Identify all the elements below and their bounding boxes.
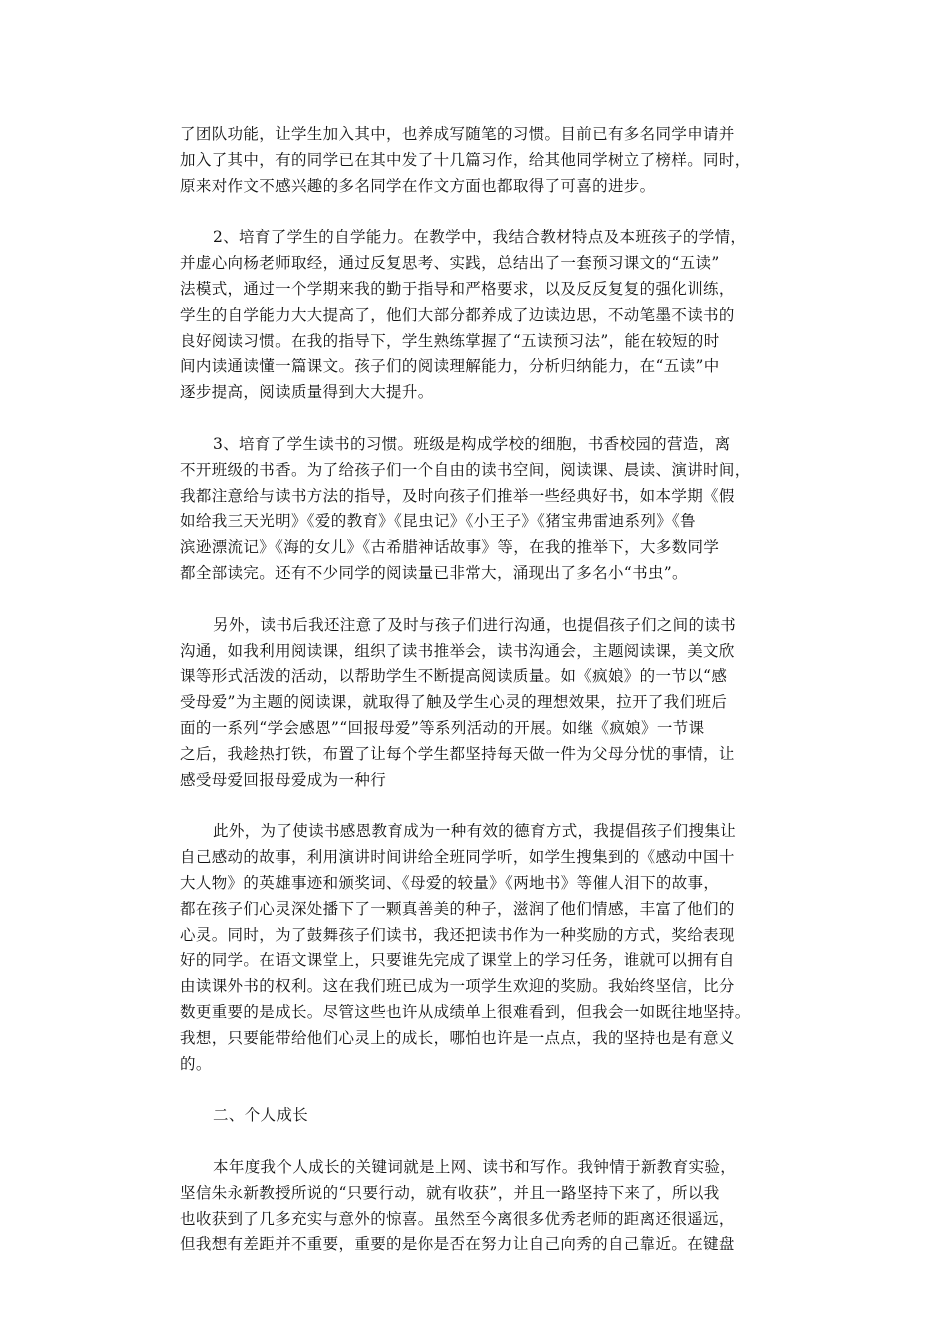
text-line: 良好阅读习惯。在我的指导下，学生熟练掌握了“五读预习法”，能在较短的时 [180,331,720,350]
text-line: 我都注意给与读书方法的指导，及时向孩子们推举一些经典好书，如本学期《假 [180,486,735,505]
text-line: 加入了其中，有的同学已在其中发了十几篇习作，给其他同学树立了榜样。同时， [180,150,751,169]
text-line: 逐步提高，阅读质量得到大大提升。 [180,383,434,402]
text-line: 心灵。同时，为了鼓舞孩子们读书，我还把读书作为一种奖励的方式，奖给表现 [180,925,735,944]
text-line: 自己感动的故事，利用演讲时间讲给全班同学听，如学生搜集到的《感动中国十 [180,848,735,867]
text-line: 由读课外书的权利。这在我们班已成为一项学生欢迎的奖励。我始终坚信，比分 [180,977,735,996]
text-line: 了团队功能，让学生加入其中，也养成写随笔的习惯。目前已有多名同学申请并 [180,125,735,143]
text-line: 数更重要的是成长。尽管这些也许从成绩单上很难看到，但我会一如既往地坚持。 [180,1002,751,1021]
text-line: 受母爱”为主题的阅读课，就取得了触及学生心灵的理想效果，拉开了我们班后 [180,693,728,712]
text-line: 沟通，如我利用阅读课，组织了读书推举会，读书沟通会，主题阅读课，美文欣 [180,641,735,660]
paragraph-personal-growth [180,1155,780,1258]
text-line: 面的一系列“学会感恩”“回报母爱”等系列活动的开展。如继《疯娘》一节课 [180,718,705,737]
text-line: 坚信朱永新教授所说的“只要行动，就有收获”，并且一路坚持下来了，所以我 [180,1183,720,1202]
text-line: 另外，读书后我还注意了及时与孩子们进行沟通，也提倡孩子们之间的读书 [213,615,737,634]
text-line: 大人物》的英雄事迹和颁奖词、《母爱的较量》《两地书》等催人泪下的故事， [180,873,720,892]
text-line: 都在孩子们心灵深处播下了一颗真善美的种子，滋润了他们情感，丰富了他们的 [180,899,735,918]
paragraph-self-study [180,225,780,406]
text-line: 的。 [180,1054,212,1073]
text-line: 原来对作文不感兴趣的多名同学在作文方面也都取得了可喜的进步。 [180,176,656,195]
text-line: 我想，只要能带给他们心灵上的成长，哪怕也许是一点点，我的坚持也是有意义 [180,1028,735,1047]
text-line: 都全部读完。还有不少同学的阅读量已非常大，涌现出了多名小“书虫”。 [180,563,688,582]
text-line: 学生的自学能力大大提高了，他们大部分都养成了边读边思，不动笔墨不读书的 [180,305,735,324]
text-line: 课等形式活泼的活动，以帮助学生不断提高阅读质量。如《疯娘》的一节以“感 [180,667,728,686]
text-line: 2、培育了学生的自学能力。在教学中，我结合教材特点及本班孩子的学情， [213,228,747,247]
text-line: 如给我三天光明》《爱的教育》《昆虫记》《小王子》《猪宝弗雷迪系列》《鲁 [180,512,697,531]
text-line: 之后，我趁热打铁，布置了让每个学生都坚持每天做一件为父母分忧的事情，让 [180,744,735,763]
text-line: 滨逊漂流记》《海的女儿》《古希腊神话故事》等，在我的推举下，大多数同学 [180,538,720,557]
text-line: 不开班级的书香。为了给孩子们一个自由的读书空间，阅读课、晨读、演讲时间， [180,460,751,479]
text-line: 本年度我个人成长的关键词就是上网、读书和写作。我钟情于新教育实验， [213,1158,737,1177]
text-line: 此外，为了使读书感恩教育成为一种有效的德育方式，我提倡孩子们搜集让 [213,822,737,841]
text-line: 但我想有差距并不重要，重要的是你是否在努力让自己向秀的自己靠近。在键盘 [180,1235,735,1254]
paragraph-communication [180,613,780,794]
section-heading-personal-growth [180,1103,780,1129]
paragraph-team-function [180,122,780,199]
text-line: 间内读通读懂一篇课文。孩子们的阅读理解能力，分析归纳能力，在“五读”中 [180,357,720,376]
text-line: 感受母爱回报母爱成为一种行 [180,770,387,789]
text-line: 并虚心向杨老师取经，通过反复思考、实践，总结出了一套预习课文的“五读” [180,254,720,273]
text-line: 好的同学。在语文课堂上，只要谁先完成了课堂上的学习任务，谁就可以拥有自 [180,951,735,970]
text-line: 法模式，通过一个学期来我的勤于指导和严格要求，以及反反复复的强化训练， [180,279,735,298]
text-line: 3、培育了学生读书的习惯。班级是构成学校的细胞，书香校园的营造，离 [213,434,731,453]
paragraph-gratitude-education [180,819,780,1077]
paragraph-reading-habit [180,432,780,587]
document-body [180,122,780,1284]
text-line: 也收获到了几多充实与意外的惊喜。虽然至今离很多优秀老师的距离还很遥远， [180,1209,735,1228]
section-heading: 二、个人成长 [213,1106,309,1125]
